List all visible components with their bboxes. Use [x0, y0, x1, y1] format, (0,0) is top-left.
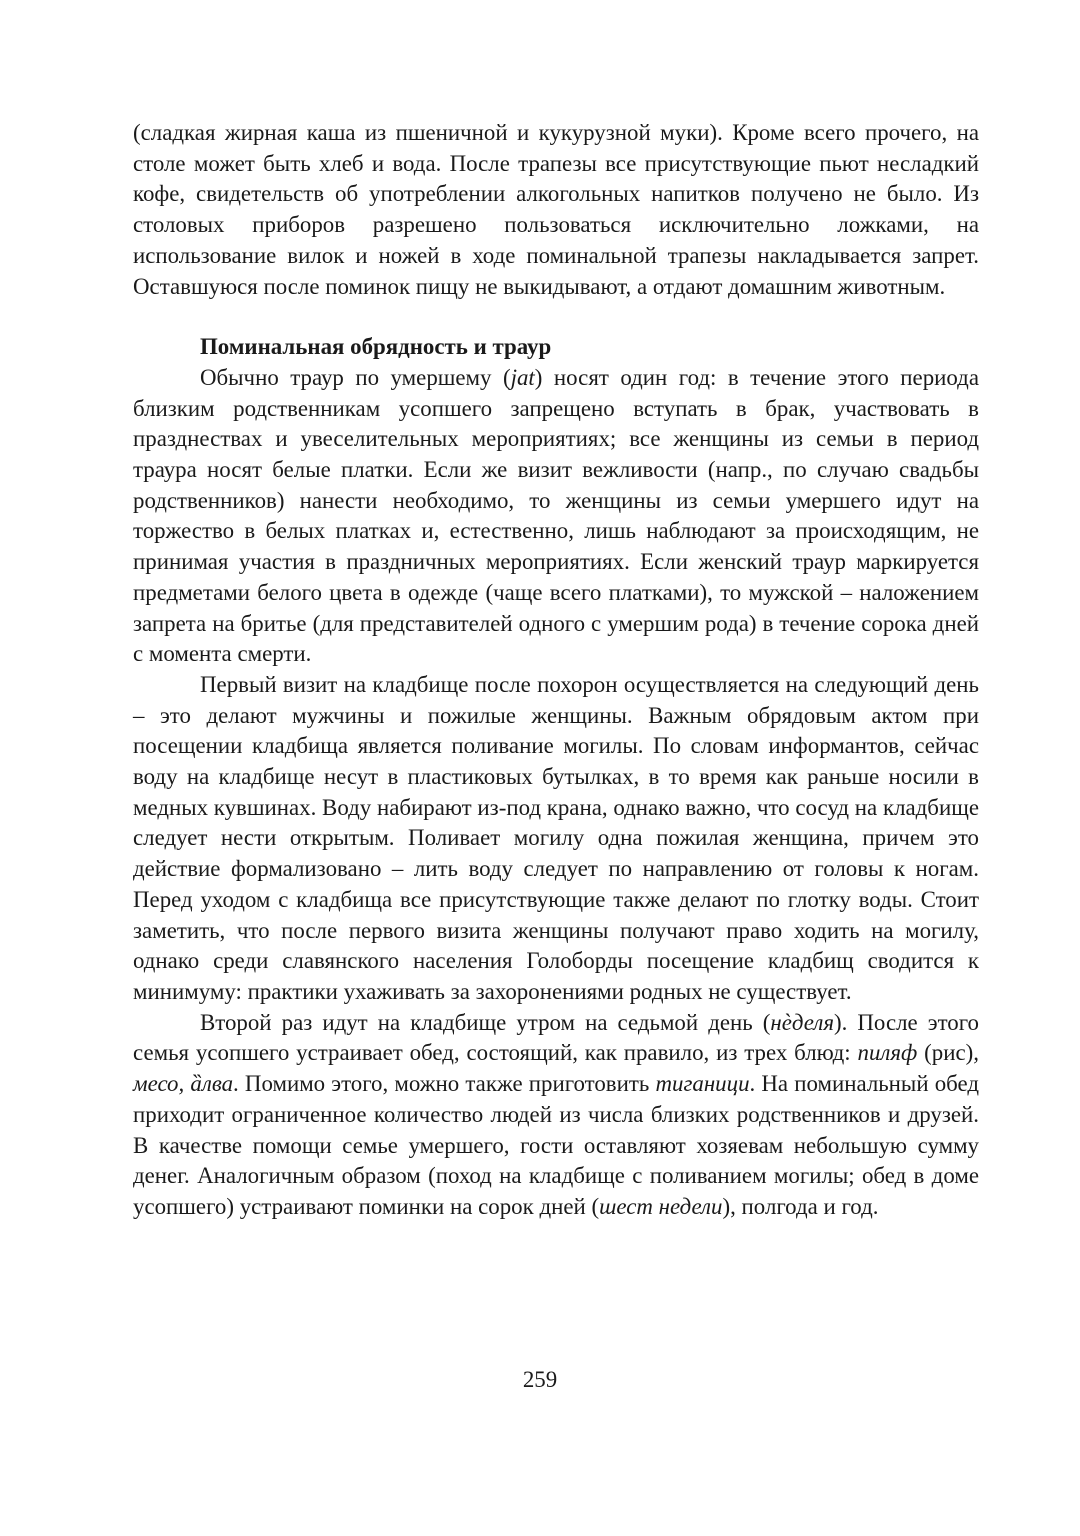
- separator: ,: [973, 1040, 979, 1066]
- paragraph-first-visit: Первый визит на кладбище после похорон осуществляется на следующий день – это делают мужчины и пожилые женщины. Важным обрядовым актом при посещении кладбища является поливание могилы. По словам информантов, сейчас воду на кладбище несут в пластиковых бутылках, в то время как раньше носили в медных кувшинах. Воду набирают из-под крана, однако важно, что сосуд на кладбище следует нести открытым. Поливает могилу одна пожилая женщина, причем это действие формализовано – лить воду следует по направлению от головы к ногам. Перед уходом с кладбища все присутствующие также делают по глотку воды. Стоит заметить, что после первого визита женщины получают право ходить на могилу, однако среди славянского населения Голоборды посещение кладбищ сводится к минимуму: практики ухаживать за захоронениями родных не существует.: [133, 671, 979, 1004]
- page-number: 259: [522, 1367, 558, 1392]
- term-meso: месо: [133, 1071, 179, 1097]
- page-body: [133, 118, 979, 1223]
- text-span: . Помимо этого, можно также приготовить: [233, 1071, 656, 1097]
- term-tiganici: тиганици: [655, 1071, 750, 1097]
- paragraph-mourning: [133, 363, 979, 670]
- text-span: Второй раз идут на кладбище утром на седьмой день (: [200, 1009, 771, 1035]
- text-span: . На поминальный обед приходит ограниченное количество людей из числа близких родственников и друзей. В качестве помощи семье умершего, гости оставляют хозяевам небольшую сумму денег. Аналогичным образом (поход на кладбище с поливанием могилы; обед в доме усопшего) устраивают поминки на сорок дней (: [133, 1071, 980, 1219]
- paragraph-intro: (сладкая жирная каша из пшеничной и кукурузной муки). Кроме всего прочего, на столе может быть хлеб и вода. После трапезы все присутствующие пьют несладкий кофе, свидетельств об употреблении алкогольных напитков получено не было. Из столовых приборов разрешено пользоваться исключительно ложками, на использование вилок и ножей в ходе поминальной трапезы накладывается запрет. Оставшуюся после поминок пищу не выкидывают, а отдают домашним животным.: [133, 120, 979, 299]
- paragraph-second-visit: [133, 1008, 979, 1223]
- term-shest-nedeli: шест недели: [599, 1193, 723, 1219]
- text-span: ), полгода и год.: [722, 1193, 879, 1219]
- section-heading: Поминальная обрядность и траур: [200, 334, 552, 360]
- term-pilaf: пиляф: [857, 1040, 918, 1066]
- term-alva: ȁлва: [190, 1071, 234, 1097]
- separator: ,: [178, 1071, 191, 1097]
- text-span: (рис): [917, 1040, 974, 1066]
- term-nedelya: нѐделя: [770, 1009, 834, 1035]
- text-span: ). После этого семья усопшего устраивает обед, состоящий, как правило, из трех блюд:: [133, 1009, 979, 1066]
- section-spacer: [133, 302, 979, 332]
- text-span: ) носят один год: в течение этого периода близким родственникам усопшего запрещено вступать в брак, участвовать в празднествах и увеселительных мероприятиях; все женщины из семьи в период траура носят белые платки. Если же визит вежливости (напр., по случаю свадьбы родственников) нанести необходимо, то женщины из семьи умершего идут на торжество в белых платках и, естественно, лишь наблюдают за происходящим, не принимая участия в праздничных мероприятиях. Если женский траур маркируется предметами белого цвета в одежде (чаще всего платками), то мужской – наложением запрета на бритье (для представителей одного с умершим рода) в течение сорока дней с момента смерти.: [133, 364, 979, 667]
- term-jat: jat: [510, 364, 535, 390]
- text-span: Обычно траур по умершему (: [200, 364, 511, 390]
